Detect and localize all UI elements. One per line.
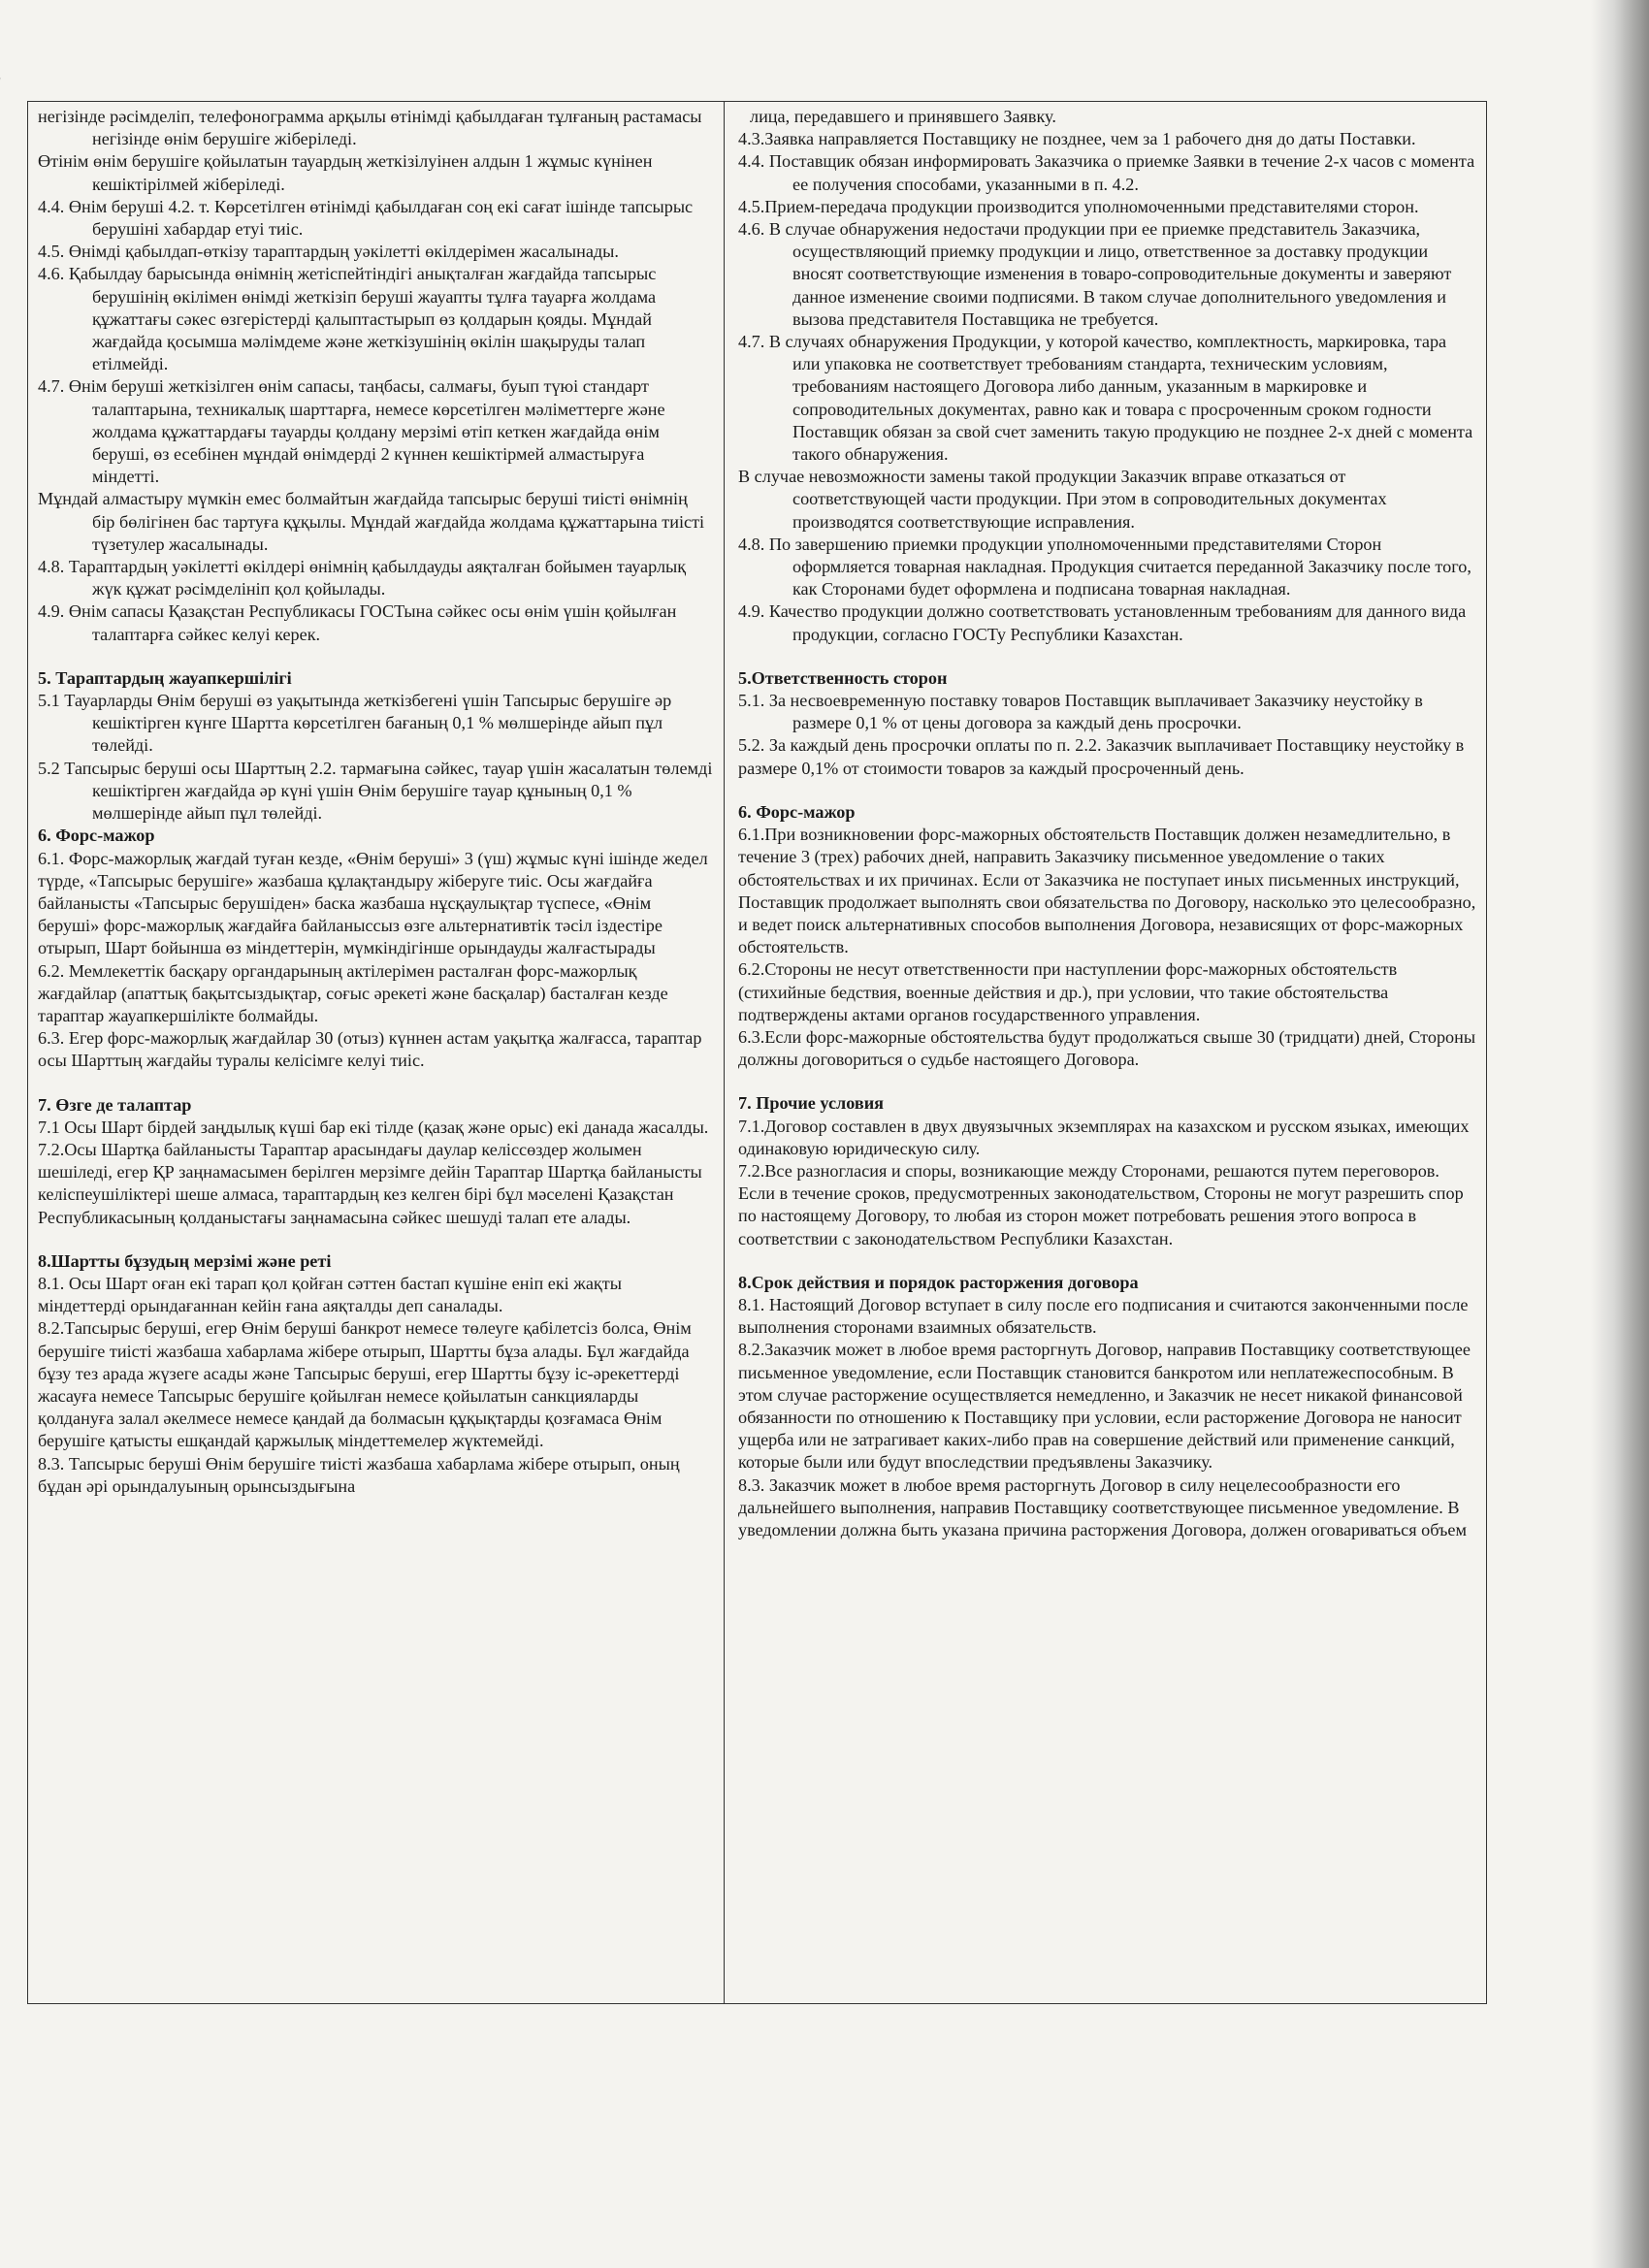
- clause-paragraph: 8.3. Тапсырыс беруші Өнім берушіге тиісті жазбаша хабарлама жібере отырып, оның бұдан әрі орындалуының орынсыздығына: [38, 1453, 680, 1496]
- clause-paragraph: негізінде рәсімделіп, телефонограмма арқылы өтінімді қабылдаған тұлғаның растамасы негізінде өнім берушіге жіберіледі.: [38, 107, 702, 149]
- section-heading: 7. Прочие условия: [738, 1093, 885, 1114]
- clause-paragraph: 7.2.Осы Шартқа байланысты Тараптар арасындағы дaулар келіссөздер жолымен шешіледі, егер ҚР заңнамасымен берілген мерзімге дейін Тараптар Шартқа байланысты келіспеушіліктері шеше алмаса, тараптардың кез келген бірі бұл мәселені Қазақстан Республикасының қолданыстағы заңнамасына сәйкес шешуді талап ете алады.: [38, 1139, 702, 1227]
- clause-paragraph: 8.2.Тапсырыс беруші, егер Өнім беруші банкрот немесе төлеуге қабілетсіз болса, Өнім берушіге тиісті жазбаша хабарлама жібере отырып, Шартты бұза алады. Бұл жағдайда бұзу тез арада жүзеге асады және Тапсырыс беруші, егер Шартты бұзу іс-әрекеттерді жасауға немесе Тапсырыс берушіге қойылған немесе қойылатын санкцияларды қолдануға залал әкелмесе немесе қандай да болмасын құқықтарды қозғамаса Өнім берушіге қатысты ешқандай қаржылық міндеттемелер жүктемейді.: [38, 1318, 692, 1451]
- bilingual-contract-table: [27, 101, 1487, 2004]
- clause-paragraph: 7.2.Все разногласия и споры, возникающие между Сторонами, решаются путем переговоров. Если в течение сроков, предусмотренных законодательством, Стороны не могут разрешить спор по настоящему Договору, то любая из сторон может потребовать решения этого вопроса в соответствии с законодательством Республики Казахстан.: [738, 1160, 1464, 1248]
- section-heading: 8.Шартты бұзудың мерзімі және реті: [38, 1250, 332, 1271]
- clause-paragraph: 4.8. По завершению приемки продукции уполномоченными представителями Сторон оформляется товарная накладная. Продукция считается переданной Заказчику после того, как Сторонами будет оформлена и подписана товарная накладная.: [738, 534, 1471, 599]
- section-heading: 5. Тараптардың жауапкершілігі: [38, 667, 292, 688]
- clause-paragraph: 5.1 Тауарларды Өнім беруші өз уақытында жеткізбегені үшін Тапсырыс берушіге әр кешіктірген күнге Шартта көрсетілген бағаның 0,1 % мөлшерінде айып пұл төлейді.: [38, 691, 672, 756]
- clause-paragraph: 4.9. Качество продукции должно соответствовать установленным требованиям для данного вида продукции, согласно ГОСТу Республики Казахстан.: [738, 601, 1467, 644]
- clause-paragraph: Мұндай алмастыру мүмкін емес болмайтын жағдайда тапсырыс беруші тиісті өнімнің бір бөлігінен бас тартуға құқылы. Мұндай жағдайда жолдама құжаттарына тиісті түзетулер жасалынады.: [38, 489, 705, 554]
- clause-paragraph: 8.1. Настоящий Договор вступает в силу после его подписания и считаются законченными после выполнения сторонами взаимных обязательств.: [738, 1294, 1469, 1338]
- russian-language-column: [725, 102, 1486, 2003]
- section-heading: 5.Ответственность сторон: [738, 667, 948, 688]
- clause-paragraph: 8.1. Осы Шарт оған екі тарап қол қойған сәттен бастап күшіне еніп екі жақты міндеттерді орындағаннан кейін ғана аяқталды деп саналады.: [38, 1273, 622, 1316]
- clause-paragraph: 4.3.Заявка направляется Поставщику не позднее, чем за 1 рабочего дня до даты Поставки.: [738, 129, 1416, 149]
- section-heading: 7. Өзге де талаптар: [38, 1094, 192, 1115]
- clause-paragraph: 5.2. За каждый день просрочки оплаты по п. 2.2. Заказчик выплачивает Поставщику неустойку в размере 0,1% от стоимости товаров за каждый просроченный день.: [738, 735, 1465, 778]
- clause-paragraph: 5.2 Тапсырыс беруші осы Шарттың 2.2. тармағына сәйкес, тауар үшін жасалатын төлемді кешіктірген жағдайда әр күні үшін Өнім берушіге тауар құнының 0,1 % мөлшерінде айып пұл төлейді.: [38, 758, 713, 824]
- clause-paragraph: 4.7. В случаях обнаружения Продукции, у которой качество, комплектность, маркировка, тара или упаковка не соответствует требованиям стандарта, техническим условиям, требованиям настоящего Договора либо данным, указанным в маркировке и сопроводительных документах, равно как и товара с просроченным сроком годности Поставщик обязан за свой счет заменить такую продукцию не позднее 2-х дней с момента такого обнаружения.: [738, 332, 1473, 465]
- clause-paragraph: В случае невозможности замены такой продукции Заказчик вправе отказаться от соответствующей части продукции. При этом в сопроводительных документах производятся соответствующие исправления.: [738, 467, 1387, 532]
- clause-paragraph: 4.9. Өнім сапасы Қазақстан Республикасы ГОСТына сәйкес осы өнім үшін қойылған талаптарға сәйкес келуі керек.: [38, 601, 677, 644]
- clause-paragraph: 4.5.Прием-передача продукции производится уполномоченными представителями сторон.: [738, 196, 1419, 216]
- clause-paragraph: 5.1. За несвоевременную поставку товаров Поставщик выплачивает Заказчику неустойку в размере 0,1 % от цены договора за каждый день просрочки.: [738, 691, 1423, 733]
- clause-paragraph: 6.3. Егер форс-мажорлық жағдайлар 30 (отыз) күннен астам уақытқа жалғасса, тараптар осы Шарттың жағдайы туралы келісімге келуі тиіс.: [38, 1028, 702, 1071]
- clause-paragraph: 7.1 Осы Шарт бірдей заңдылық күші бар екі тілде (қазақ және орыс) екі данада жасалды.: [38, 1117, 709, 1137]
- kazakh-language-column: [28, 102, 725, 2003]
- clause-paragraph: 4.5. Өнімді қабылдап-өткізу тараптардың уәкілетті өкілдерімен жасалынады.: [38, 242, 619, 262]
- clause-paragraph: 4.7. Өнім беруші жеткізілген өнім сапасы, таңбасы, салмағы, буып түюі стандарт талаптарына, техникалық шарттарға, немесе көрсетілген мәліметтерге және жолдама құжаттардағы тауарды қолдану мерзімі өтіп кеткен жағдайда өнім беруші, өз есебінен мұндай өнімдерді 2 күннен кешіктірмей алмастыруға міндетті.: [38, 376, 665, 487]
- clause-paragraph: 6.2. Мемлекеттік басқару органдарының актілерімен расталған форс-мажорлық жағдайлар (апаттық бақытсыздықтар, соғыс әрекеті және басқалар) басталған кезде тараптар жауапкершілікте болмайды.: [38, 960, 668, 1025]
- section-heading: 6. Форс-мажор: [38, 826, 155, 846]
- clause-paragraph: 4.4. Өнім беруші 4.2. т. Көрсетілген өтінімді қабылдаған соң екі сағат ішінде тапсырыс берушіні хабардар етуі тиіс.: [38, 196, 694, 240]
- clause-paragraph: 4.6. В случае обнаружения недостачи продукции при ее приемке представитель Заказчика, осуществляющий приемку продукции и лицо, ответственное за доставку продукции вносят соответствующие изменения в товаро-сопроводительные документы и заверяют данное изменение своими подписями. В таком случае дополнительного уведомления и вызова представителя Поставщика не требуется.: [738, 219, 1452, 329]
- clause-paragraph: 4.4. Поставщик обязан информировать Заказчика о приемке Заявки в течение 2-х часов с момента ее получения способами, указанными в п. 4.2.: [738, 151, 1475, 194]
- clause-paragraph: лица, передавшего и принявшего Заявку.: [750, 107, 1056, 126]
- clause-paragraph: 6.1.При возникновении форс-мажорных обстоятельств Поставщик должен незамедлительно, в течение 3 (трех) рабочих дней, направить Заказчику письменное уведомление о таких обстоятельствах и их причинах. Если от Заказчика не поступает иных письменных инструкций, Поставщик продолжает выполнять свои обязательства по Договору, насколько это целесообразно, и ведет поиск альтернативных способов выполнения Договора, независящих от форс-мажорных обстоятельств.: [738, 825, 1476, 957]
- clause-paragraph: 4.6. Қабылдау барысында өнімнің жетіспейтіндігі анықталған жағдайда тапсырыс берушінің өкілімен өнімді жеткізіп беруші жауапты тұлға тауарға жолдама құжаттағы сәкес өзгерістерді қалыптастырып өз қолдарын қояды. Мұндай жағдайда қосымша мәлімдеме және жеткізушінің өкілін шақыруды талап етілмейді.: [38, 264, 657, 374]
- clause-paragraph: 6.2.Стороны не несут ответственности при наступлении форс-мажорных обстоятельств (стихийные бедствия, военные действия и др.), при условии, что такие обстоятельства подтверждены актами органов государственного управления.: [738, 959, 1398, 1024]
- clause-paragraph: 7.1.Договор составлен в двух двуязычных экземплярах на казахском и русском языках, имеющих одинаковую юридическую силу.: [738, 1116, 1470, 1158]
- scan-page-edge-shadow: [1591, 0, 1649, 2268]
- section-heading: 8.Срок действия и порядок расторжения договора: [738, 1272, 1139, 1292]
- clause-paragraph: 4.8. Тараптардың уәкілетті өкілдері өнімнің қабылдауды аяқталған бойымен тауарлық жүк құжат рәсімделініп қол қойылады.: [38, 557, 687, 599]
- clause-paragraph: 6.3.Если форс-мажорные обстоятельства будут продолжаться свыше 30 (тридцати) дней, Стороны должны договориться о судьбе настоящего Договора.: [738, 1026, 1476, 1070]
- clause-paragraph: Өтінім өнім берушіге қойылатын тауардың жеткізілуінен алдын 1 жұмыс күнінен кешіктірілмей жіберіледі.: [38, 151, 653, 194]
- section-heading: 6. Форс-мажор: [738, 801, 856, 822]
- clause-paragraph: 6.1. Форс-мажорлық жағдай туған кезде, «Өнім беруші» 3 (үш) жұмыс күні ішінде жедел түрде, «Тапсырыс берушіге» жазбаша құлақтандыру жіберуге тиіс. Осы жағдайға байланысты «Тапсырыс берушіден» баска жазбаша нұсқаулықтар түспесе, «Өнім беруші» форс-мажорлық жағдайға байланыссыз өзге альтернативтік тәсіл іздестіре отырып, Шарт бойынша өз міндеттерін, мүмкіндігінше орындауды жалғастырады: [38, 848, 708, 958]
- clause-paragraph: 8.3. Заказчик может в любое время расторгнуть Договор в силу нецелесообразности его дальнейшего выполнения, направив Поставщику соответствующее письменное уведомление. В уведомлении должна быть указана причина расторжения Договора, должен оговариваться объем: [738, 1474, 1467, 1539]
- clause-paragraph: 8.2.Заказчик может в любое время расторгнуть Договор, направив Поставщику соответствующее письменное уведомление, если Поставщик становится банкротом или неплатежеспособным. В этом случае расторжение осуществляется немедленно, и Заказчик не несет никакой финансовой обязанности по отношению к Поставщику при условии, если расторжение Договора не наносит ущерба или не затрагивает каких-либо прав на совершение действий или применение санкций, которые были или будут впоследствии предъявлены Заказчику.: [738, 1340, 1471, 1473]
